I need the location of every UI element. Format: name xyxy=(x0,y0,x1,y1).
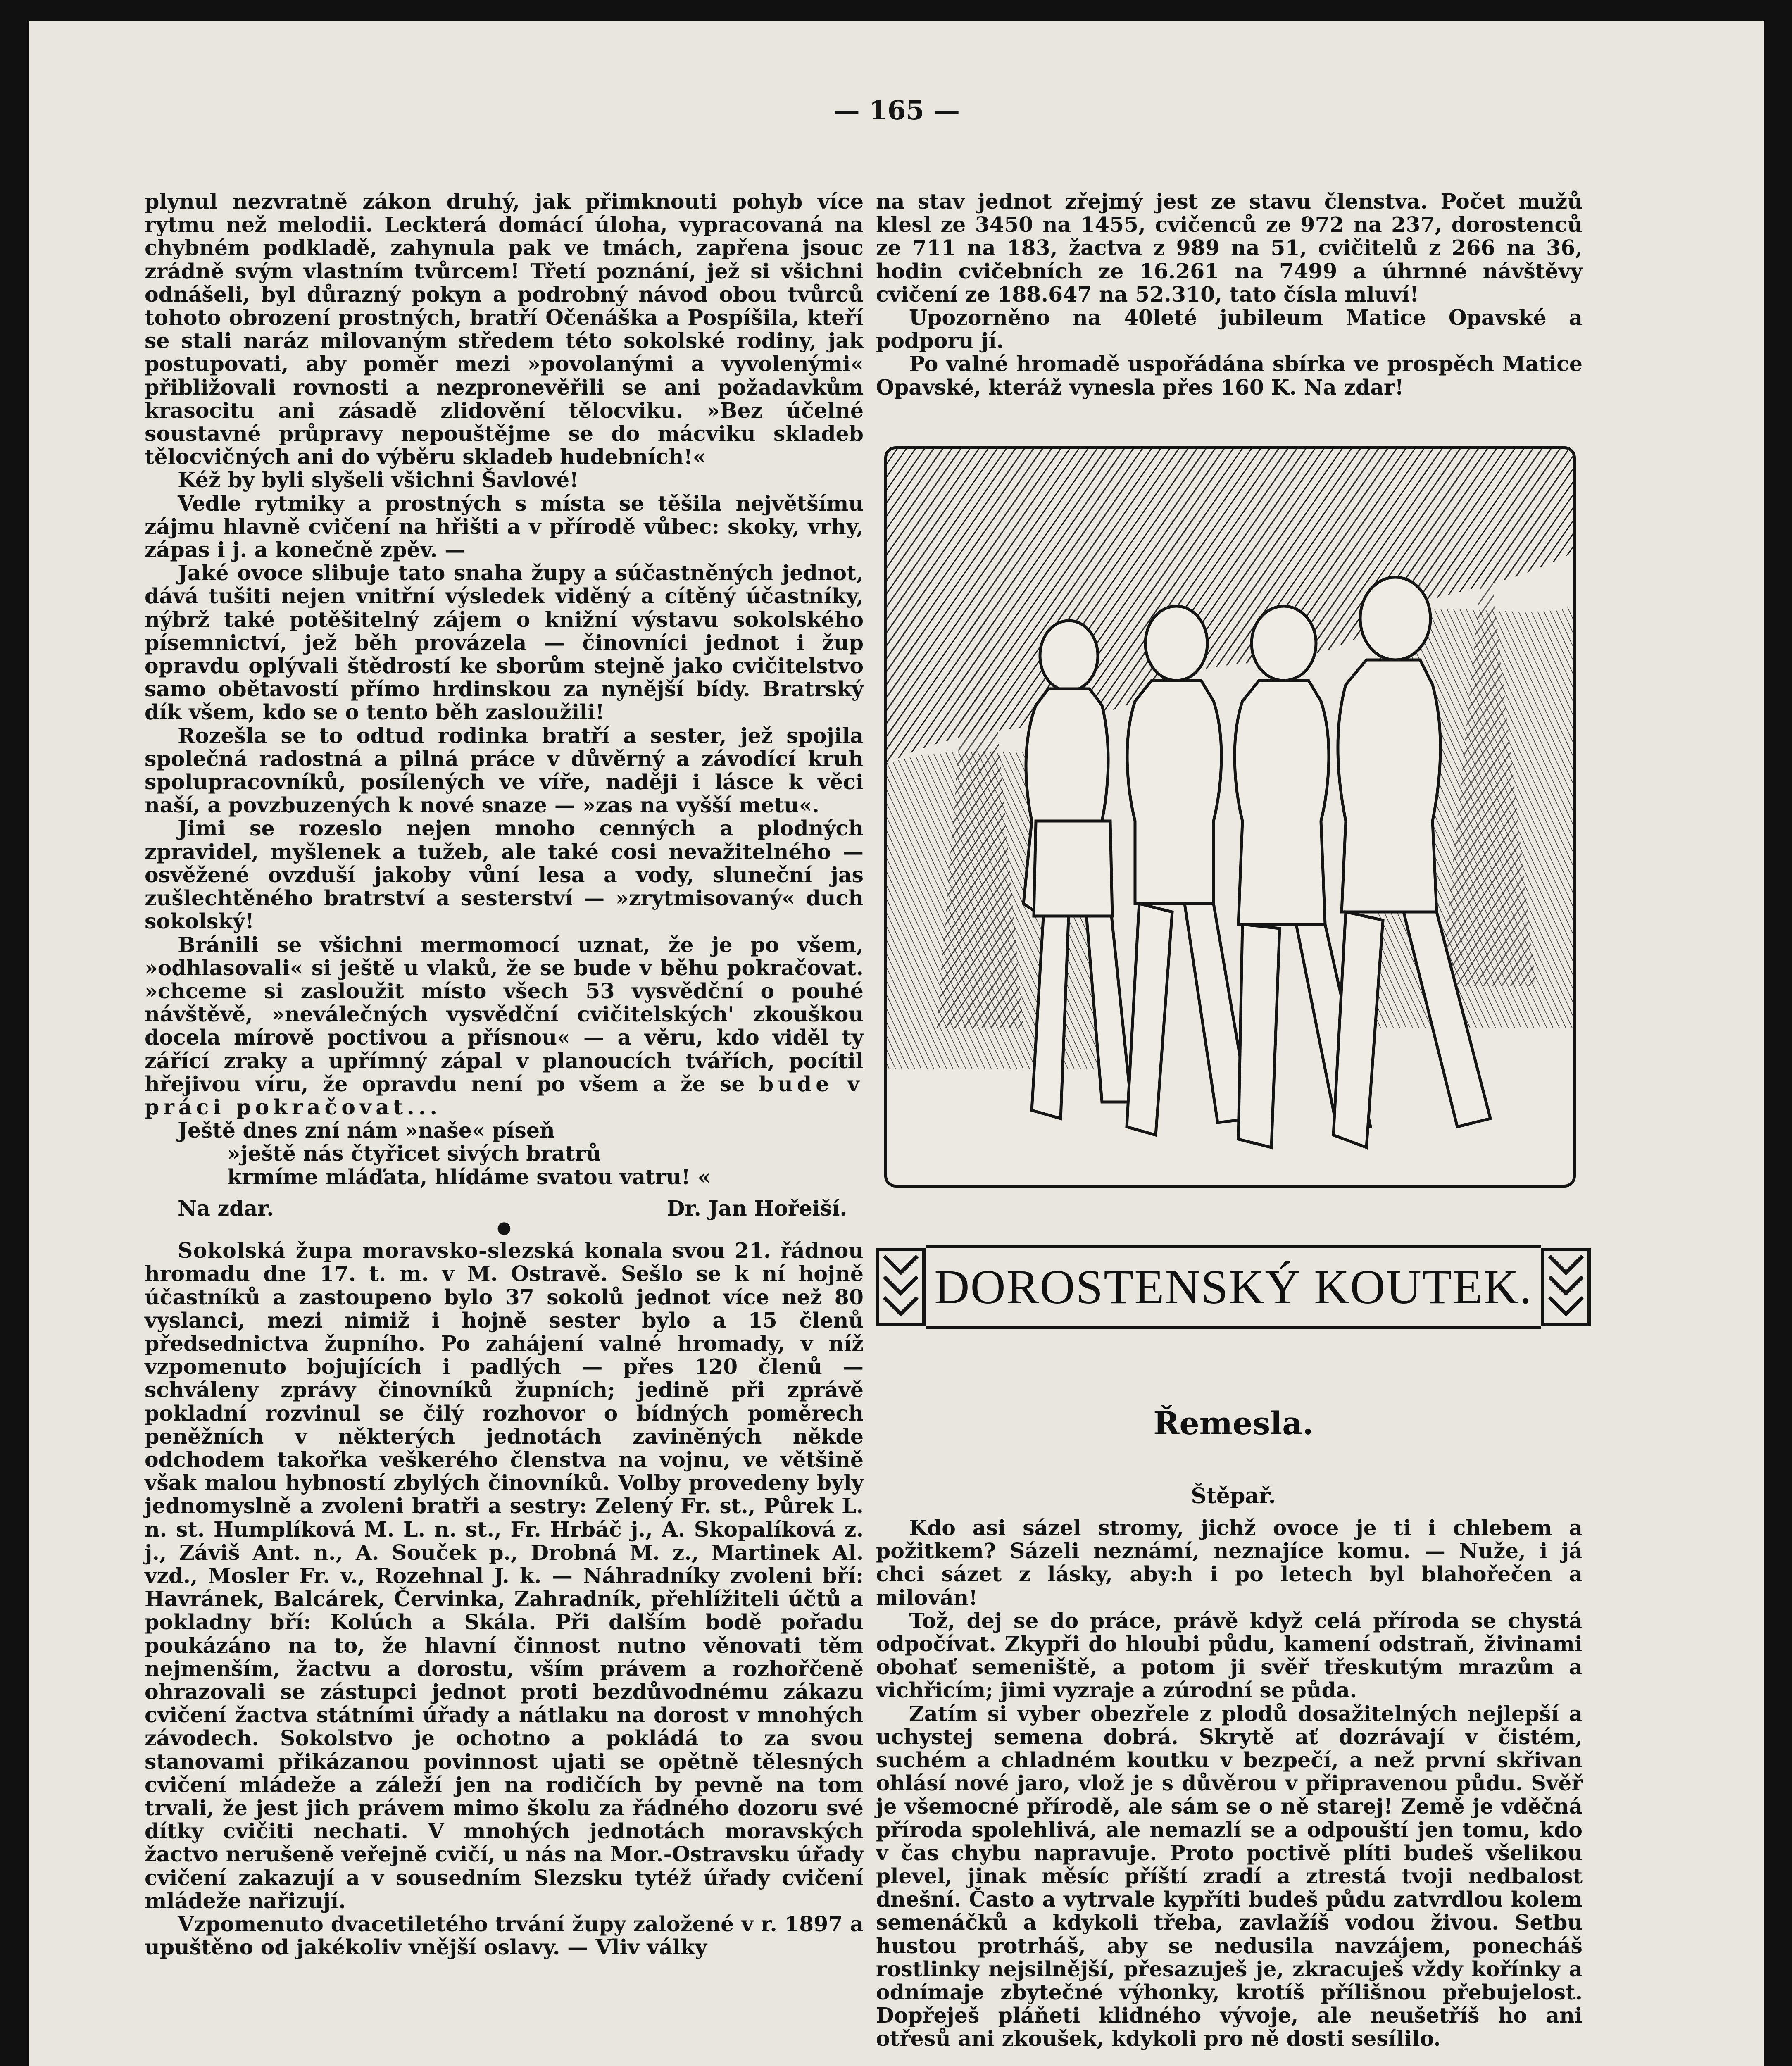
verse xyxy=(178,1119,864,1189)
verse-intro: Ještě dnes zní nám »naše« píseň xyxy=(178,1118,555,1143)
paragraph: Kdo asi sázel stromy, jichž ovoce je ti i chlebem a požitkem? Sázeli neznámí, neznajíce komu. — Nuže, i já chci sázet z lásky, aby:h i po letech byl blahořečen a milován! xyxy=(876,1516,1583,1610)
author-signature: Dr. Jan Hořeiší. xyxy=(666,1196,847,1221)
left-column xyxy=(145,190,864,1959)
section-title: Řemesla. xyxy=(1153,1405,1314,1442)
paragraph-with-spaced-ending xyxy=(145,933,864,1119)
page-number: — 165 — xyxy=(833,95,960,126)
paragraph: Zatím si vyber obezřele z plodů dosažitelných nejlepší a uchystej semena dobrá. Skrytě ať dozrávají v čistém, suchém a chladném koutku v bezpečí, a než první skřivan ohlásí nové jaro, vlož je s důvěrou v připravenou půdu. Svěř je všemocné přírodě, ale sám se o ně starej! Země je vděčná příroda spolehlivá, ale nemazlí se a odpouští jen tomu, kdo v čas chybu napravuje. Proto poctivě plíti budeš všelikou plevel, jinak měsíc příští zradí a ztrestá tvoji nedbalost dnešní. Často a vytrvale kypříti budeš půdu zatvrdlou kolem semenáčků a kdykoli třeba, zavlažíš vodou živou. Setbu hustou protrháš, aby se nedusila navzájem, ponecháš rostlinky nejsilnější, přesazuješ je, zkracuješ vždy kořínky a odnímaje zbytečné výhonky, krotíš přílišnou přebujelost. Dopřeješ pláňeti klidného vývoje, ale neušetříš ho ani otřesů ani zkoušek, kdykoli pro ně dosti sesílilo. xyxy=(876,1701,1583,2051)
paragraph: plynul nezvratně zákon druhý, jak přimknouti pohyb více rytmu než melodii. Leckterá domácí úloha, vypracovaná na chybném podkladě, zahynula pak ve tmách, zapřena jsouc zrádně svým vlastním tvůrcem! Třetí poznání, jež si všichni odnášeli, byl důrazný pokyn a podrobný návod obou tvůrců tohoto obrození prostných, bratří Očenáška a Pospíšila, kteří se stali naráz milovaným středem této sokolské rodiny, jak postupovati, aby poměr mezi »povolanými a vyvolenými« přibližovali rovnosti a nezpronevěřili se ani požadavkům krasocitu ani zásadě zlidovění tělocviku. »Bez účelné soustavné průpravy nepouštějme se do mácviku skladeb tělocvičných ani do výběru skladeb hudebních!« xyxy=(145,189,864,469)
paragraph: Kéž by byli slyšeli všichni Šavlové! xyxy=(178,468,579,493)
ornament-left-icon xyxy=(876,1248,926,1326)
paragraph: Jaké ovoce slibuje tato snaha župy a súčastněných jednot, dává tušiti nejen vnitřní výsledek viděný a cítěný účastníky, nýbrž také potěšitelný zájem o knižní výstavu sokolského písemnictví, jež běh provázela — činovníci jednot i žup opravdu oplývali štědrostí ke sborům stejně jako cvičitelstvo samo obětavostí přímo hrdinskou za nynější bídy. Bratrský dík všem, kdo se o tento běh zasloužili! xyxy=(145,561,864,725)
spaced-tail: v práci pokračovat... xyxy=(145,1071,864,1119)
paragraph: Tož, dej se do práce, právě když celá příroda se chystá odpočívat. Zkypři do hloubi půdu, kamení odstraň, živinami obohať semeniště, a potom ji svěř třeskutým mrazům a vichřicím; jimi vyzraje a zúrodní se půda. xyxy=(876,1608,1583,1703)
forest-background xyxy=(887,449,1573,1069)
paragraph: Jimi se rozeslo nejen mnoho cenných a plodných zpravidel, myšlenek a tužeb, ale také cosi nevažitelného — osvěžené ovzduší jakoby vůní lesa a vody, sluneční jas zušlechtěného bratrství a sesterství — »zrytmisovaný« duch sokolský! xyxy=(145,816,864,934)
paragraph: Po valné hromadě uspořádána sbírka ve prospěch Matice Opavské, kteráž vynesla přes 160 K. Na zdar! xyxy=(876,352,1583,400)
right-column-top xyxy=(876,190,1583,399)
spaced-word: bude xyxy=(759,1071,833,1096)
ornament-right-icon xyxy=(1541,1248,1591,1326)
illustration-drawing xyxy=(887,449,1573,1185)
divider-dot: ● xyxy=(497,1217,512,1237)
four-boys-walking-illustration xyxy=(884,446,1576,1188)
paragraph: na stav jednot zřejmý jest ze stavu členstva. Počet mužů klesl ze 3450 na 1455, cvičenců ze 972 na 237, dorostenců ze 711 na 183, žactva z 989 na 51, cvičitelů z 266 na 36, hodin cvičebních ze 16.261 na 7499 a úhrnné návštěvy cvičení ze 188.647 na 52.310, tato čísla mluví! xyxy=(876,189,1583,307)
paragraph: Rozešla se to odtud rodinka bratří a sester, jež spojila společná radostná a pilná práce v důvěrný a závodící kruh spolupracovníků, posílených ve víře, naději i lásce k věci naší, a povzbuzených k nové snaze — »zas na vyšší metu«. xyxy=(145,723,864,818)
verse-line: krmíme mláďata, hlídáme svatou vatru! « xyxy=(227,1164,711,1189)
paragraph: Upozorněno na 40leté jubileum Matice Opavské a podporu jí. xyxy=(876,305,1583,353)
paragraph-text: Bránili se všichni mermomocí uznat, že je po všem, »odhlasovali« si ještě u vlaků, že se bude v běhu pokračovat. »chceme si zasloužit místo všech 53 vysvědční o pouhé návštěvě, »neválečných vysvědční cvičitelských' zkouškou docela mírově poctivou a přísnou« — a věru, kdo viděl ty zářící zraky a upřímný zápal v planoucích tvářích, pocítil hřejivou víru, že opravdu není po všem a že se xyxy=(145,932,864,1096)
verse-line: »ještě nás čtyřicet sivých bratrů xyxy=(227,1141,601,1166)
paragraph: Vzpomenuto dvacetiletého trvání župy založené v r. 1897 a upuštěno od jakékoliv vnější oslavy. — Vliv války xyxy=(145,1912,864,1960)
section-header-banner xyxy=(876,1244,1591,1331)
report-text: konala svou 21. řádnou hromadu dne 17. t. m. v M. Ostravě. Sešlo se k ní hojně účastníků a zastoupeno bylo 37 sokolů jednot více než 80 vyslanci, mezi nimiž i hojně sester bylo a 15 členů předsednictva župního. Po zahájení valné hromady, v níž vzpomenuto bojujících i padlých — přes 120 členů — schváleny zprávy činovníků župních; jedině při zprávě pokladní rozvinul se čilý rozhovor o bídných poměrech peněžních v některých jednotách zaviněných někde odchodem takořka veškerého členstva na vojnu, ve většině však malou hybností zbylých činovníků. Volby provedeny byly jednomyslně a zvoleni bratři a sestry: Zelený Fr. st., Půrek L. n. st. Humplíková M. L. n. st., Fr. Hrbáč j., A. Skopalíková z. j., Záviš Ant. n., A. Souček p., Drobná M. z., Martinek Al. vzd., Mosler Fr. v., Rozehnal J. k. — Náhradníky zvoleni bří: Havránek, Balcárek, Červinka, Zahradník, přehlížiteli účtů a pokladny bří: Kolúch a Skála. Při dalším bodě pořadu poukázáno na to, že hlavní činnost nutno věnovati těm nejmenším, žactvu a dorostu, vším právem a rozhořčeně ohrazovali se zástupci jednot proti bezdůvodnému zákazu cvičení žactva státními úřady a nátlaku na dorost v mnohých závodech. Sokolstvo je ochotno a pokládá to za svou stanovami přikázanou povinnost ujati se opětně tělesných cvičení mládeže a záleží jen na rodičích by pevně na tom trvali, že jest jich právem mimo školu za řádného dozoru své dítky cvičiti nechati. V mnohých jednotách moravských žactvo nerušeně veřejně cvičí, u nás na Mor.-Ostravsku úřady cvičení zakazují a v sousedním Slezsku tytéž úřady cvičení mládeže nařizují. xyxy=(145,1238,864,1913)
right-column-bottom xyxy=(876,1516,1583,2051)
paragraph: Vedle rytmiky a prostných s místa se těšila největšímu zájmu hlavně cvičení na hřišti a v přírodě vůbec: skoky, vrhy, zápas i j. a konečně zpěv. — xyxy=(145,491,864,562)
signoff-greeting: Na zdar. xyxy=(178,1196,274,1221)
report-paragraph xyxy=(145,1239,864,1913)
section-header: DOROSTENSKÝ KOUTEK. xyxy=(926,1245,1541,1329)
report-lead: Sokolská župa moravsko-slezská xyxy=(178,1238,575,1263)
newspaper-page xyxy=(29,21,1764,2066)
section-subtitle: Štěpař. xyxy=(1191,1483,1276,1509)
